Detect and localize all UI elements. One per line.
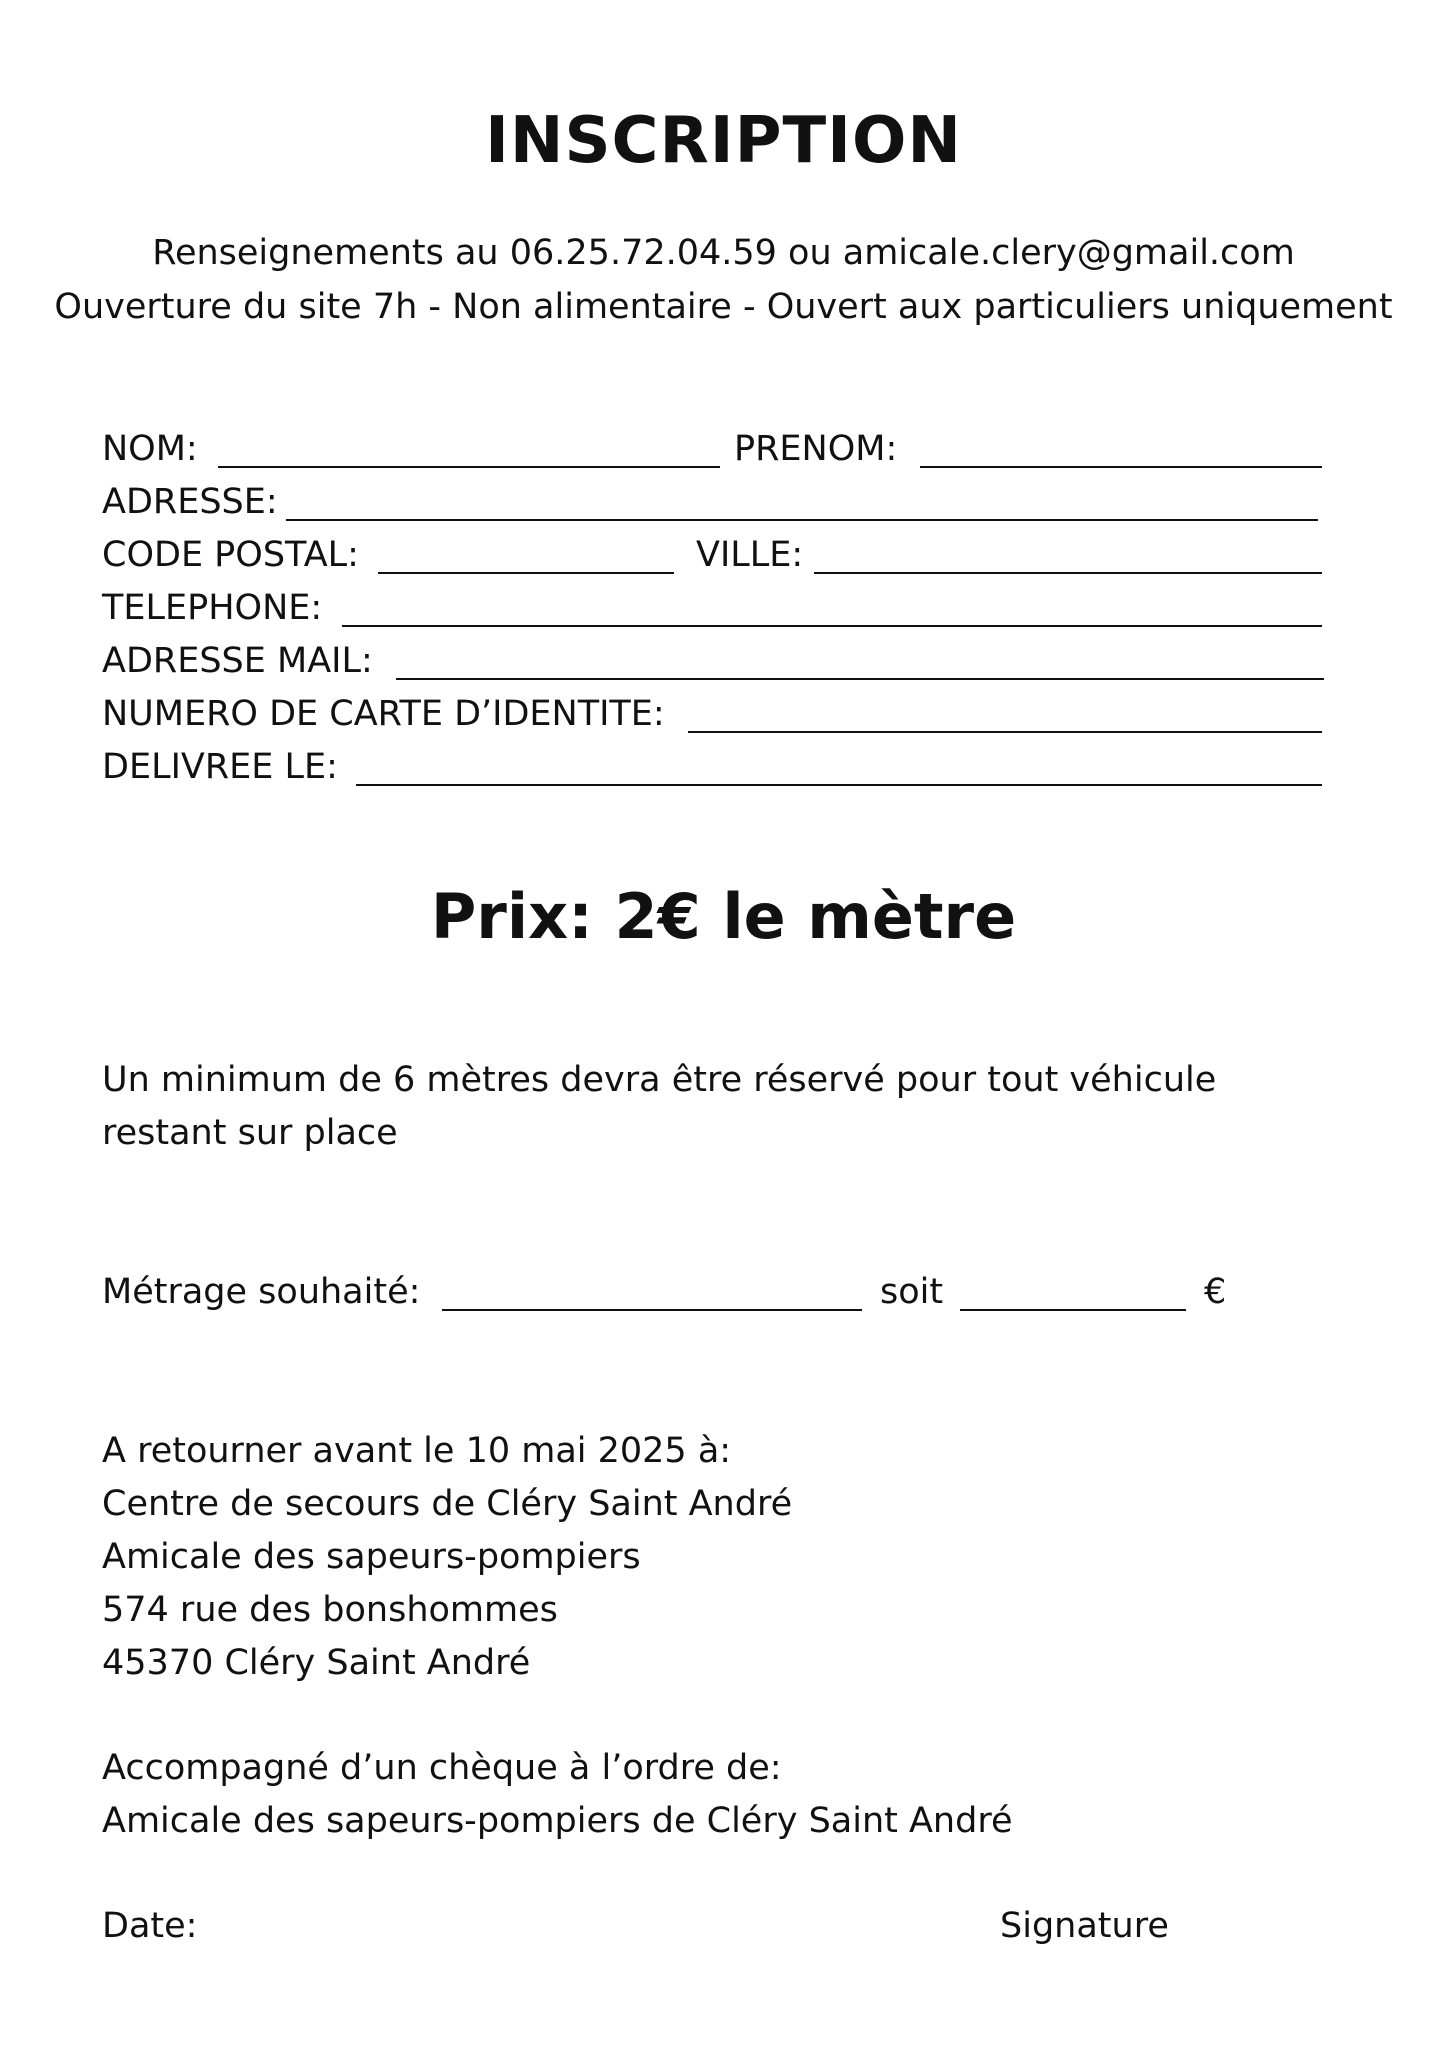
cheque-payee: Amicale des sapeurs-pompiers de Cléry Saint André	[102, 1801, 1013, 1841]
return-address-line: Amicale des sapeurs-pompiers	[102, 1537, 641, 1577]
adresse-mail-field[interactable]	[396, 678, 1324, 680]
nom-prenom-row	[102, 424, 1342, 474]
montant-field[interactable]	[960, 1309, 1186, 1311]
metrage-row	[102, 1267, 1342, 1317]
minimum-notice-line1: Un minimum de 6 mètres devra être réservé pour tout véhicule	[102, 1060, 1217, 1100]
signature-label: Signature	[1000, 1906, 1169, 1946]
adresse-mail-label: ADRESSE MAIL:	[102, 641, 373, 681]
metrage-field[interactable]	[442, 1309, 862, 1311]
code-postal-field[interactable]	[378, 572, 674, 574]
site-info-line: Ouverture du site 7h - Non alimentaire - Ouvert aux particuliers uniquement	[54, 287, 1393, 327]
page-title: INSCRIPTION	[485, 104, 962, 178]
contact-info-line: Renseignements au 06.25.72.04.59 ou amicale.clery@gmail.com	[152, 233, 1295, 273]
adresse-mail-row	[102, 636, 1342, 686]
return-deadline: A retourner avant le 10 mai 2025 à:	[102, 1431, 732, 1471]
ville-field[interactable]	[814, 572, 1322, 574]
code-postal-label: CODE POSTAL:	[102, 535, 359, 575]
return-address-line: Centre de secours de Cléry Saint André	[102, 1484, 793, 1524]
nom-field[interactable]	[218, 466, 720, 468]
minimum-notice-line2: restant sur place	[102, 1113, 398, 1153]
date-label: Date:	[102, 1906, 198, 1946]
prenom-field[interactable]	[920, 466, 1322, 468]
price-heading: Prix: 2€ le mètre	[430, 880, 1017, 953]
code-postal-ville-row	[102, 530, 1342, 580]
nom-label: NOM:	[102, 429, 198, 469]
delivree-le-label: DELIVREE LE:	[102, 747, 338, 787]
telephone-label: TELEPHONE:	[102, 588, 323, 628]
adresse-row	[102, 477, 1342, 527]
carte-identite-field[interactable]	[688, 731, 1322, 733]
carte-identite-row	[102, 689, 1342, 739]
return-address-line: 45370 Cléry Saint André	[102, 1643, 531, 1683]
currency-symbol: €	[1204, 1272, 1227, 1312]
soit-label: soit	[880, 1272, 944, 1312]
adresse-field[interactable]	[286, 519, 1318, 521]
return-address-line: 574 rue des bonshommes	[102, 1590, 558, 1630]
telephone-field[interactable]	[342, 625, 1322, 627]
cheque-instruction: Accompagné d’un chèque à l’ordre de:	[102, 1748, 782, 1788]
metrage-label: Métrage souhaité:	[102, 1272, 421, 1312]
prenom-label: PRENOM:	[734, 429, 898, 469]
adresse-label: ADRESSE:	[102, 482, 278, 522]
ville-label: VILLE:	[696, 535, 804, 575]
carte-identite-label: NUMERO DE CARTE D’IDENTITE:	[102, 694, 665, 734]
delivree-le-row	[102, 742, 1342, 792]
telephone-row	[102, 583, 1342, 633]
delivree-le-field[interactable]	[356, 784, 1322, 786]
